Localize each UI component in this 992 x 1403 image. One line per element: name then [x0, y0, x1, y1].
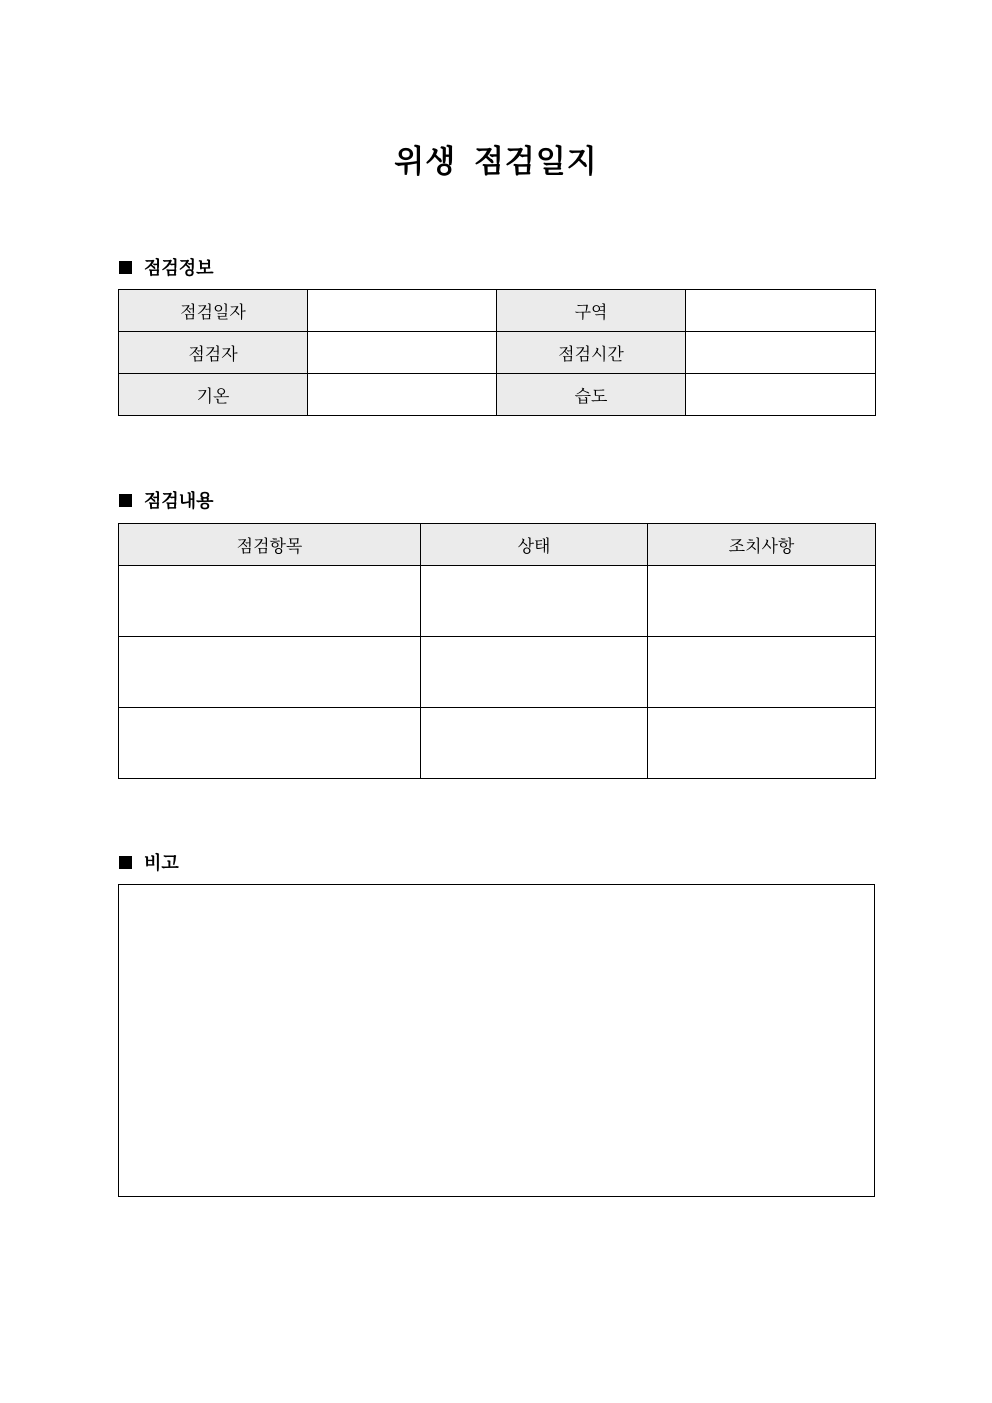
- content-cell-item[interactable]: [119, 637, 421, 708]
- document-title: 위생 점검일지: [394, 144, 598, 180]
- column-header-status: 상태: [421, 524, 648, 566]
- table-row: [119, 290, 876, 332]
- table-row: [119, 708, 876, 779]
- content-cell-status[interactable]: [421, 637, 648, 708]
- table-row: [119, 637, 876, 708]
- square-bullet-icon: [119, 856, 132, 869]
- square-bullet-icon: [119, 494, 132, 507]
- column-header-action: 조치사항: [648, 524, 876, 566]
- content-cell-action[interactable]: [648, 708, 876, 779]
- table-row: [119, 566, 876, 637]
- info-value-inspector[interactable]: [308, 332, 497, 374]
- content-cell-action[interactable]: [648, 566, 876, 637]
- table-header-row: [119, 524, 876, 566]
- content-cell-status[interactable]: [421, 566, 648, 637]
- content-table: [118, 523, 876, 779]
- info-label-time: 점검시간: [497, 332, 686, 374]
- content-cell-item[interactable]: [119, 566, 421, 637]
- square-bullet-icon: [119, 261, 132, 274]
- remarks-box[interactable]: [118, 884, 875, 1197]
- section-heading-remarks-label: 비고: [144, 853, 179, 874]
- section-heading-content-label: 점검내용: [144, 491, 214, 512]
- info-label-date: 점검일자: [119, 290, 308, 332]
- info-value-temperature[interactable]: [308, 374, 497, 416]
- info-table: [118, 289, 876, 416]
- info-label-zone: 구역: [497, 290, 686, 332]
- info-label-humidity: 습도: [497, 374, 686, 416]
- info-value-date[interactable]: [308, 290, 497, 332]
- section-heading-content: [119, 487, 214, 513]
- content-cell-action[interactable]: [648, 637, 876, 708]
- info-value-humidity[interactable]: [686, 374, 876, 416]
- column-header-item: 점검항목: [119, 524, 421, 566]
- content-cell-status[interactable]: [421, 708, 648, 779]
- info-label-temperature: 기온: [119, 374, 308, 416]
- info-value-time[interactable]: [686, 332, 876, 374]
- section-heading-info: [119, 254, 214, 280]
- info-label-inspector: 점검자: [119, 332, 308, 374]
- content-cell-item[interactable]: [119, 708, 421, 779]
- info-value-zone[interactable]: [686, 290, 876, 332]
- table-row: [119, 332, 876, 374]
- section-heading-remarks: [119, 849, 179, 875]
- section-heading-info-label: 점검정보: [144, 258, 214, 279]
- table-row: [119, 374, 876, 416]
